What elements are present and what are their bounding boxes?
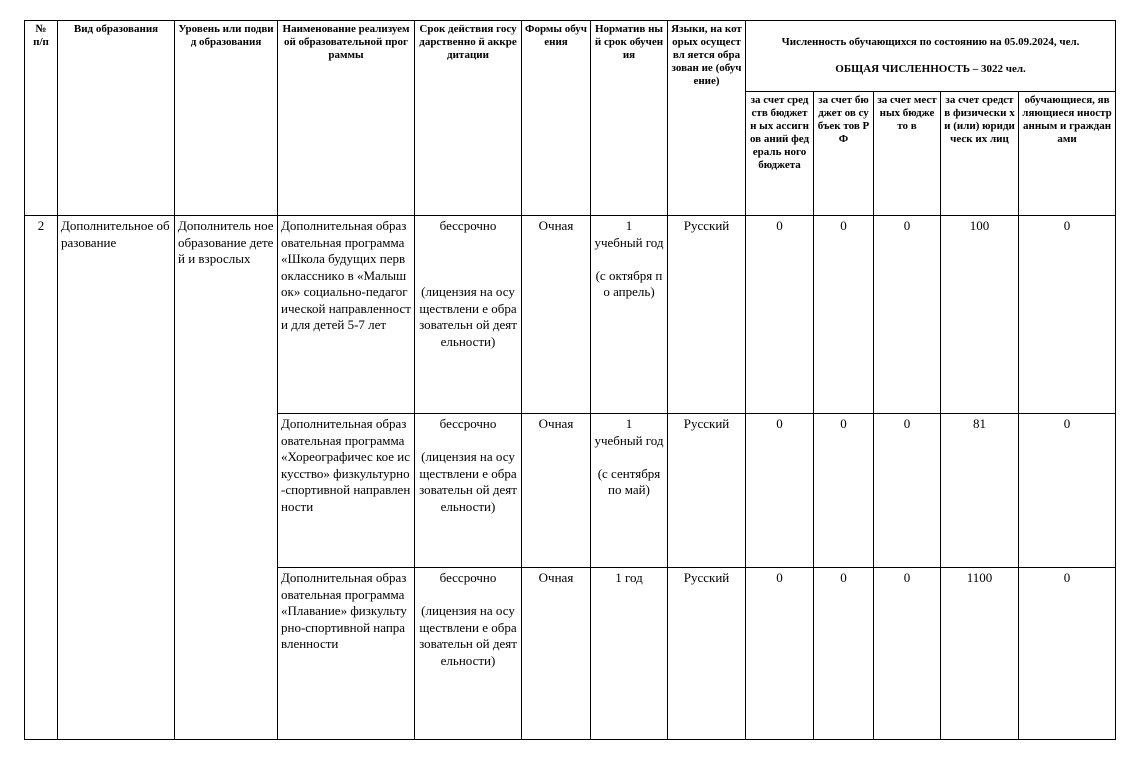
count-foreign: 0 xyxy=(1019,568,1116,740)
study-duration: 1 учебный год (с сентября по май) xyxy=(591,414,668,568)
table-row xyxy=(25,216,1116,414)
col-header-level: Уровень или подвид образования xyxy=(175,21,278,216)
study-form: Очная xyxy=(522,216,591,414)
col-header-foreign: обучающиеся, являющиеся иностранным и гражданами xyxy=(1019,92,1116,216)
accreditation-term: бессрочно (лицензия на осуществлени е образовательн ой деятельности) xyxy=(415,216,522,414)
col-header-accreditation: Срок действия государственно й аккредитации xyxy=(415,21,522,216)
study-language: Русский xyxy=(668,568,746,740)
count-private: 1100 xyxy=(941,568,1019,740)
accreditation-term: бессрочно (лицензия на осуществлени е образовательн ой деятельности) xyxy=(415,568,522,740)
col-header-duration: Норматив ный срок обучения xyxy=(591,21,668,216)
count-foreign: 0 xyxy=(1019,216,1116,414)
col-header-languages: Языки, на которых осуществл яется образован ие (обучение) xyxy=(668,21,746,216)
count-private: 81 xyxy=(941,414,1019,568)
count-total: ОБЩАЯ ЧИСЛЕННОСТЬ – 3022 чел. xyxy=(835,63,1026,75)
col-header-count-group xyxy=(746,21,1116,92)
study-form: Очная xyxy=(522,414,591,568)
study-language: Русский xyxy=(668,414,746,568)
count-foreign: 0 xyxy=(1019,414,1116,568)
program-name: Дополнительная образовательная программа «Плавание» физкультурно-спортивной направленности xyxy=(278,568,415,740)
count-federal: 0 xyxy=(746,216,814,414)
count-private: 100 xyxy=(941,216,1019,414)
count-local: 0 xyxy=(874,414,941,568)
count-local: 0 xyxy=(874,568,941,740)
program-name: Дополнительная образовательная программа «Школа будущих первоклассникo в «Малышок» социально-педагогической направленности для детей 5-7 лет xyxy=(278,216,415,414)
row-num: 2 xyxy=(25,216,58,740)
education-type: Дополнительное образование xyxy=(58,216,175,740)
study-duration: 1 учебный год (с октября по апрель) xyxy=(591,216,668,414)
col-header-local: за счет местных бюджето в xyxy=(874,92,941,216)
header-row-top xyxy=(25,21,1116,92)
count-title: Численность обучающихся по состоянию на 05.09.2024, чел. xyxy=(781,36,1080,48)
count-local: 0 xyxy=(874,216,941,414)
study-language: Русский xyxy=(668,216,746,414)
col-header-private: за счет средств физически х и (или) юридическ их лиц xyxy=(941,92,1019,216)
education-level: Дополнитель ное образование детей и взрослых xyxy=(175,216,278,740)
col-header-federal: за счет средств бюджетн ых ассигнов аний федераль ного бюджета xyxy=(746,92,814,216)
count-regional: 0 xyxy=(814,414,874,568)
col-header-regional: за счет бюджет ов субъек тов РФ xyxy=(814,92,874,216)
count-regional: 0 xyxy=(814,216,874,414)
accreditation-term: бессрочно (лицензия на осуществлени е образовательн ой деятельности) xyxy=(415,414,522,568)
count-federal: 0 xyxy=(746,414,814,568)
program-name: Дополнительная образовательная программа «Хореографичес кое искусство» физкультурно-спортивной направленности xyxy=(278,414,415,568)
study-duration: 1 год xyxy=(591,568,668,740)
study-form: Очная xyxy=(522,568,591,740)
col-header-forms: Формы обучения xyxy=(522,21,591,216)
education-programs-table xyxy=(24,20,1116,740)
col-header-num: № п/п xyxy=(25,21,58,216)
col-header-program: Наименование реализуемой образовательной программы xyxy=(278,21,415,216)
count-federal: 0 xyxy=(746,568,814,740)
col-header-type: Вид образования xyxy=(58,21,175,216)
count-regional: 0 xyxy=(814,568,874,740)
